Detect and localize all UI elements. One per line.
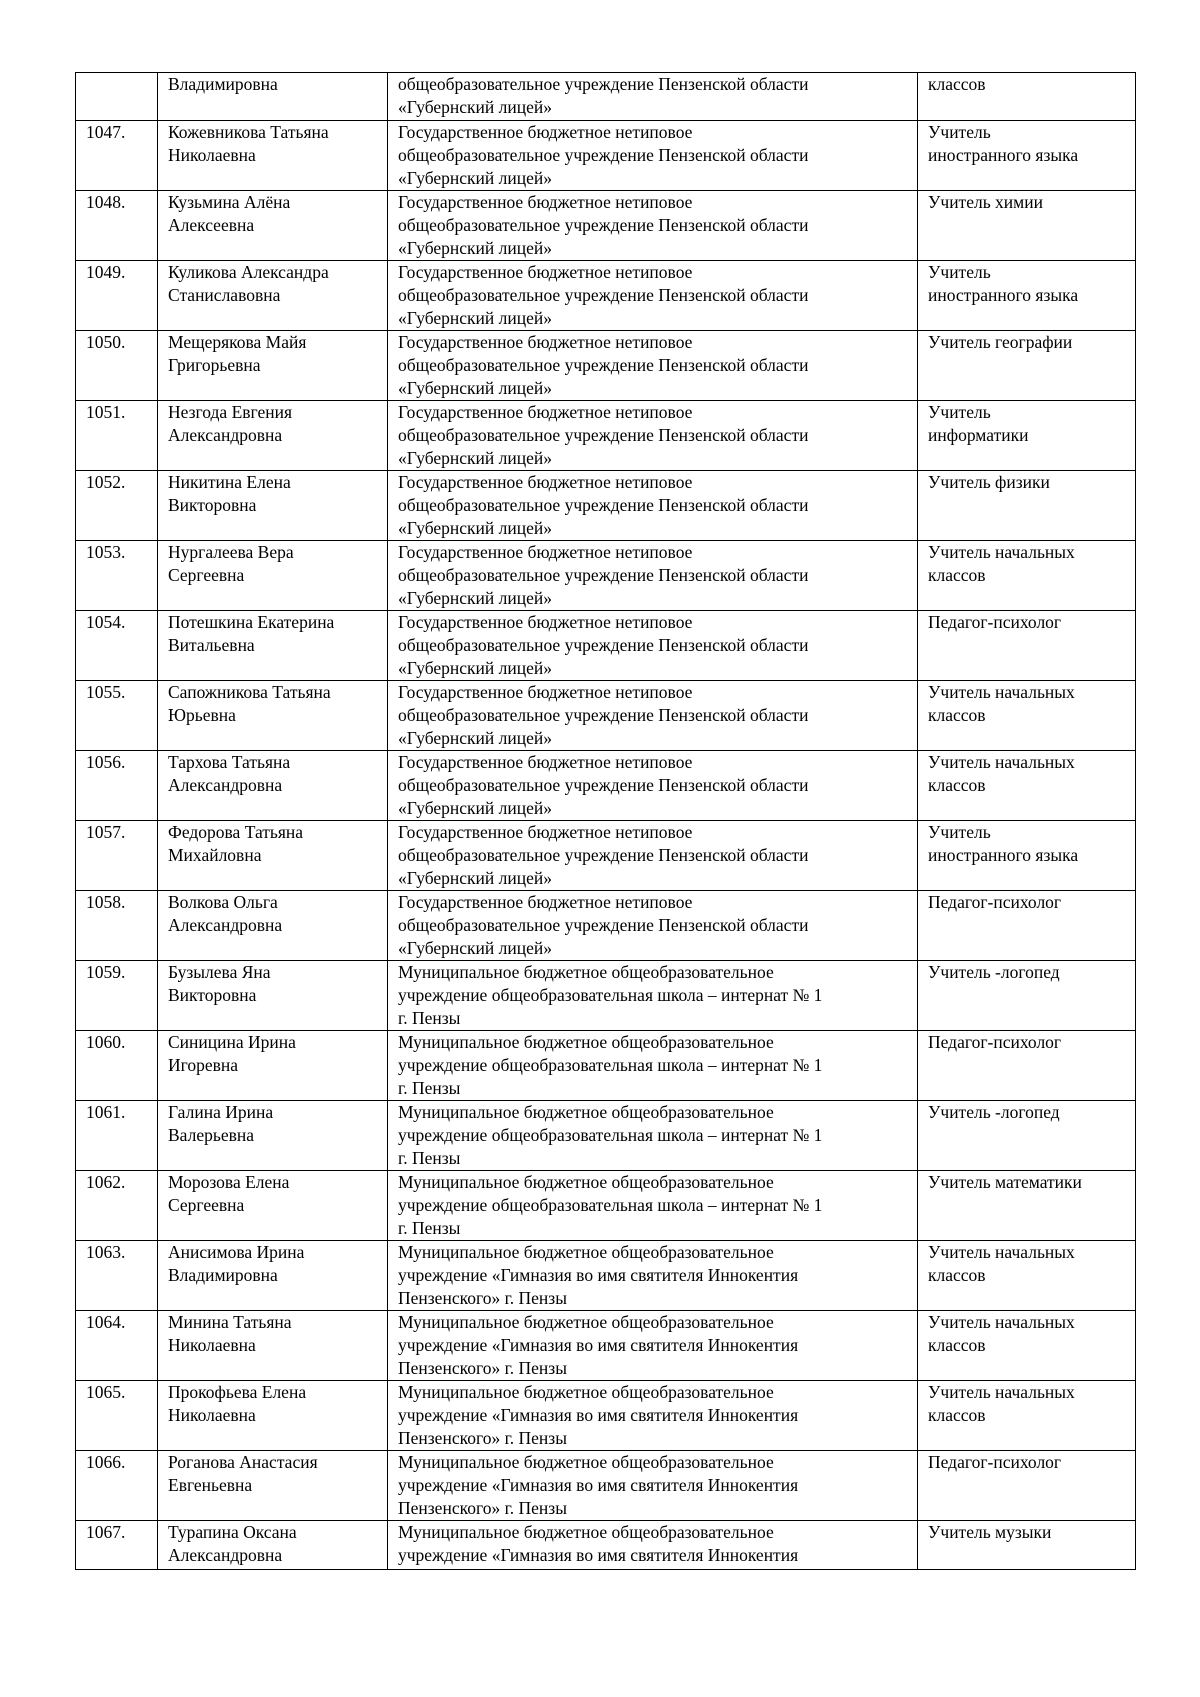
position-cell-text: Учитель начальных классов (928, 1382, 1075, 1425)
teacher-name-cell (158, 961, 388, 1031)
position-cell (918, 261, 1136, 331)
row-number-cell-text: 1061. (86, 1102, 126, 1122)
table-row (76, 121, 1136, 191)
institution-cell-text: Муниципальное бюджетное общеобразовательное учреждение «Гимназия во имя святителя Иннокентия Пензенского» г. Пензы (398, 1382, 799, 1448)
institution-cell (388, 541, 918, 611)
teacher-name-cell-text: Куликова Александра Станиславовна (168, 262, 329, 305)
table-row (76, 541, 1136, 611)
row-number-cell (76, 1521, 158, 1570)
teacher-name-cell (158, 611, 388, 681)
teacher-name-cell (158, 261, 388, 331)
teacher-name-cell (158, 751, 388, 821)
institution-cell (388, 121, 918, 191)
row-number-cell-text: 1060. (86, 1032, 126, 1052)
row-number-cell-text: 1052. (86, 472, 126, 492)
teacher-name-cell (158, 401, 388, 471)
row-number-cell-text: 1067. (86, 1522, 126, 1542)
row-number-cell (76, 1381, 158, 1451)
position-cell-text: Педагог-психолог (928, 1032, 1062, 1052)
table-row (76, 681, 1136, 751)
row-number-cell (76, 73, 158, 121)
row-number-cell-text: 1053. (86, 542, 126, 562)
institution-cell (388, 191, 918, 261)
row-number-cell (76, 1171, 158, 1241)
teacher-name-cell-text: Морозова Елена Сергеевна (168, 1172, 290, 1215)
institution-cell (388, 1311, 918, 1381)
institution-cell (388, 1031, 918, 1101)
table-row (76, 261, 1136, 331)
institution-cell (388, 401, 918, 471)
position-cell-text: Учитель иностранного языка (928, 822, 1079, 865)
row-number-cell-text: 1049. (86, 262, 126, 282)
institution-cell-text: Государственное бюджетное нетиповое общеобразовательное учреждение Пензенской области «Губернский лицей» (398, 122, 809, 188)
row-number-cell-text: 1066. (86, 1452, 126, 1472)
teacher-name-cell-text: Федорова Татьяна Михайловна (168, 822, 304, 865)
row-number-cell (76, 961, 158, 1031)
position-cell-text: Педагог-психолог (928, 1452, 1062, 1472)
position-cell-text: Учитель начальных классов (928, 1242, 1075, 1285)
institution-cell-text: Муниципальное бюджетное общеобразовательное учреждение «Гимназия во имя святителя Иннокентия Пензенского» г. Пензы (398, 1312, 799, 1378)
row-number-cell-text: 1056. (86, 752, 126, 772)
position-cell-text: Педагог-психолог (928, 612, 1062, 632)
row-number-cell (76, 751, 158, 821)
table-row (76, 1101, 1136, 1171)
position-cell (918, 611, 1136, 681)
teacher-name-cell (158, 191, 388, 261)
teacher-name-cell (158, 73, 388, 121)
institution-cell-text: Муниципальное бюджетное общеобразовательное учреждение общеобразовательная школа – интернат № 1 г. Пензы (398, 1032, 823, 1098)
position-cell (918, 1381, 1136, 1451)
institution-cell (388, 1241, 918, 1311)
institution-cell (388, 1381, 918, 1451)
institution-cell-text: Муниципальное бюджетное общеобразовательное учреждение «Гимназия во имя святителя Иннокентия Пензенского» г. Пензы (398, 1242, 799, 1308)
teacher-name-cell-text: Мещерякова Майя Григорьевна (168, 332, 307, 375)
position-cell (918, 1311, 1136, 1381)
row-number-cell-text: 1058. (86, 892, 126, 912)
row-number-cell (76, 261, 158, 331)
position-cell (918, 1031, 1136, 1101)
teacher-name-cell-text: Прокофьева Елена Николаевна (168, 1382, 307, 1425)
position-cell (918, 821, 1136, 891)
table-row (76, 961, 1136, 1031)
institution-cell (388, 1101, 918, 1171)
row-number-cell-text: 1047. (86, 122, 126, 142)
institution-cell-text: Муниципальное бюджетное общеобразовательное учреждение «Гимназия во имя святителя Иннокентия (398, 1522, 799, 1565)
teacher-name-cell (158, 121, 388, 191)
table-row (76, 1451, 1136, 1521)
position-cell (918, 191, 1136, 261)
table-row (76, 1521, 1136, 1570)
institution-cell (388, 891, 918, 961)
teacher-name-cell-text: Кожевникова Татьяна Николаевна (168, 122, 329, 165)
position-cell-text: Учитель начальных классов (928, 1312, 1075, 1355)
institution-cell-text: Государственное бюджетное нетиповое общеобразовательное учреждение Пензенской области «Губернский лицей» (398, 752, 809, 818)
position-cell-text: Учитель географии (928, 332, 1073, 352)
teacher-name-cell-text: Роганова Анастасия Евгеньевна (168, 1452, 318, 1495)
institution-cell-text: Государственное бюджетное нетиповое общеобразовательное учреждение Пензенской области «Губернский лицей» (398, 262, 809, 328)
table-row (76, 401, 1136, 471)
teacher-name-cell-text: Турапина Оксана Александровна (168, 1522, 297, 1565)
position-cell (918, 1521, 1136, 1570)
position-cell-text: Учитель -логопед (928, 962, 1060, 982)
teacher-name-cell-text: Кузьмина Алёна Алексеевна (168, 192, 291, 235)
teacher-name-cell (158, 1451, 388, 1521)
table-row (76, 891, 1136, 961)
row-number-cell-text: 1064. (86, 1312, 126, 1332)
row-number-cell (76, 401, 158, 471)
position-cell (918, 1241, 1136, 1311)
row-number-cell-text: 1055. (86, 682, 126, 702)
row-number-cell-text: 1050. (86, 332, 126, 352)
teacher-name-cell-text: Тархова Татьяна Александровна (168, 752, 291, 795)
institution-cell (388, 1451, 918, 1521)
teacher-name-cell (158, 471, 388, 541)
teacher-name-cell-text: Анисимова Ирина Владимировна (168, 1242, 305, 1285)
institution-cell (388, 471, 918, 541)
row-number-cell (76, 331, 158, 401)
institution-cell-text: Государственное бюджетное нетиповое общеобразовательное учреждение Пензенской области «Губернский лицей» (398, 472, 809, 538)
position-cell (918, 751, 1136, 821)
row-number-cell (76, 1451, 158, 1521)
teacher-name-cell (158, 541, 388, 611)
position-cell-text: Учитель информатики (928, 402, 1029, 445)
row-number-cell (76, 541, 158, 611)
teacher-name-cell (158, 681, 388, 751)
institution-cell-text: Государственное бюджетное нетиповое общеобразовательное учреждение Пензенской области «Губернский лицей» (398, 612, 809, 678)
table-row (76, 471, 1136, 541)
teacher-name-cell-text: Синицина Ирина Игоревна (168, 1032, 296, 1075)
teacher-name-cell (158, 1311, 388, 1381)
table-row (76, 1031, 1136, 1101)
position-cell-text: Учитель начальных классов (928, 682, 1075, 725)
institution-cell (388, 821, 918, 891)
teacher-name-cell (158, 1171, 388, 1241)
table-row (76, 821, 1136, 891)
document-page (75, 72, 1135, 1570)
row-number-cell (76, 1031, 158, 1101)
position-cell (918, 331, 1136, 401)
teacher-name-cell-text: Незгода Евгения Александровна (168, 402, 293, 445)
position-cell-text: Учитель физики (928, 472, 1050, 492)
row-number-cell-text: 1051. (86, 402, 126, 422)
position-cell (918, 1171, 1136, 1241)
table-row (76, 751, 1136, 821)
institution-cell-text: Государственное бюджетное нетиповое общеобразовательное учреждение Пензенской области «Губернский лицей» (398, 892, 809, 958)
institution-cell-text: Государственное бюджетное нетиповое общеобразовательное учреждение Пензенской области «Губернский лицей» (398, 682, 809, 748)
institution-cell-text: Государственное бюджетное нетиповое общеобразовательное учреждение Пензенской области «Губернский лицей» (398, 402, 809, 468)
position-cell (918, 1101, 1136, 1171)
teacher-name-cell-text: Никитина Елена Викторовна (168, 472, 291, 515)
position-cell (918, 121, 1136, 191)
row-number-cell (76, 611, 158, 681)
institution-cell (388, 1171, 918, 1241)
position-cell-text: Учитель химии (928, 192, 1043, 212)
institution-cell-text: Государственное бюджетное нетиповое общеобразовательное учреждение Пензенской области «Губернский лицей» (398, 542, 809, 608)
institution-cell (388, 611, 918, 681)
position-cell-text: Учитель начальных классов (928, 542, 1075, 585)
row-number-cell-text: 1062. (86, 1172, 126, 1192)
teacher-name-cell-text: Владимировна (168, 74, 278, 94)
teacher-name-cell (158, 1101, 388, 1171)
row-number-cell (76, 681, 158, 751)
teacher-name-cell (158, 1521, 388, 1570)
table-row (76, 611, 1136, 681)
teacher-name-cell-text: Потешкина Екатерина Витальевна (168, 612, 335, 655)
row-number-cell (76, 1101, 158, 1171)
teacher-name-cell-text: Волкова Ольга Александровна (168, 892, 283, 935)
position-cell-text: Учитель -логопед (928, 1102, 1060, 1122)
institution-cell (388, 961, 918, 1031)
table-row (76, 1241, 1136, 1311)
institution-cell-text: Муниципальное бюджетное общеобразовательное учреждение общеобразовательная школа – интернат № 1 г. Пензы (398, 1172, 823, 1238)
position-cell (918, 401, 1136, 471)
row-number-cell-text: 1063. (86, 1242, 126, 1262)
institution-cell-text: Муниципальное бюджетное общеобразовательное учреждение «Гимназия во имя святителя Иннокентия Пензенского» г. Пензы (398, 1452, 799, 1518)
position-cell (918, 73, 1136, 121)
row-number-cell-text: 1059. (86, 962, 126, 982)
institution-cell (388, 73, 918, 121)
position-cell (918, 961, 1136, 1031)
institution-cell (388, 1521, 918, 1570)
row-number-cell-text: 1054. (86, 612, 126, 632)
table-row (76, 191, 1136, 261)
position-cell (918, 541, 1136, 611)
table-row (76, 1171, 1136, 1241)
teacher-name-cell (158, 1031, 388, 1101)
position-cell-text: Учитель иностранного языка (928, 262, 1079, 305)
position-cell (918, 471, 1136, 541)
row-number-cell (76, 1241, 158, 1311)
institution-cell-text: Муниципальное бюджетное общеобразовательное учреждение общеобразовательная школа – интернат № 1 г. Пензы (398, 1102, 823, 1168)
row-number-cell-text: 1065. (86, 1382, 126, 1402)
position-cell-text: Учитель математики (928, 1172, 1082, 1192)
row-number-cell (76, 1311, 158, 1381)
position-cell (918, 1451, 1136, 1521)
institution-cell-text: Муниципальное бюджетное общеобразовательное учреждение общеобразовательная школа – интернат № 1 г. Пензы (398, 962, 823, 1028)
teacher-name-cell-text: Галина Ирина Валерьевна (168, 1102, 274, 1145)
position-cell (918, 891, 1136, 961)
institution-cell (388, 751, 918, 821)
teacher-name-cell (158, 1381, 388, 1451)
teacher-name-cell (158, 891, 388, 961)
teacher-name-cell-text: Бузылева Яна Викторовна (168, 962, 271, 1005)
position-cell-text: Учитель иностранного языка (928, 122, 1079, 165)
table-row (76, 1311, 1136, 1381)
institution-cell (388, 331, 918, 401)
position-cell-text: Педагог-психолог (928, 892, 1062, 912)
table-row (76, 73, 1136, 121)
institution-cell-text: Государственное бюджетное нетиповое общеобразовательное учреждение Пензенской области «Губернский лицей» (398, 192, 809, 258)
institution-cell (388, 681, 918, 751)
position-cell-text: Учитель музыки (928, 1522, 1052, 1542)
staff-table-body (76, 73, 1136, 1570)
row-number-cell (76, 121, 158, 191)
institution-cell-text: Государственное бюджетное нетиповое общеобразовательное учреждение Пензенской области «Губернский лицей» (398, 822, 809, 888)
institution-cell-text: Государственное бюджетное нетиповое общеобразовательное учреждение Пензенской области «Губернский лицей» (398, 332, 809, 398)
teacher-name-cell (158, 821, 388, 891)
row-number-cell (76, 191, 158, 261)
teacher-name-cell-text: Минина Татьяна Николаевна (168, 1312, 292, 1355)
staff-table (75, 72, 1136, 1570)
teacher-name-cell-text: Нургалеева Вера Сергеевна (168, 542, 294, 585)
institution-cell-text: общеобразовательное учреждение Пензенской области «Губернский лицей» (398, 74, 809, 117)
row-number-cell-text: 1057. (86, 822, 126, 842)
position-cell (918, 681, 1136, 751)
row-number-cell (76, 821, 158, 891)
position-cell-text: Учитель начальных классов (928, 752, 1075, 795)
teacher-name-cell-text: Сапожникова Татьяна Юрьевна (168, 682, 331, 725)
table-row (76, 331, 1136, 401)
row-number-cell (76, 891, 158, 961)
teacher-name-cell (158, 1241, 388, 1311)
row-number-cell-text: 1048. (86, 192, 126, 212)
row-number-cell (76, 471, 158, 541)
teacher-name-cell (158, 331, 388, 401)
position-cell-text: классов (928, 74, 986, 94)
table-row (76, 1381, 1136, 1451)
institution-cell (388, 261, 918, 331)
